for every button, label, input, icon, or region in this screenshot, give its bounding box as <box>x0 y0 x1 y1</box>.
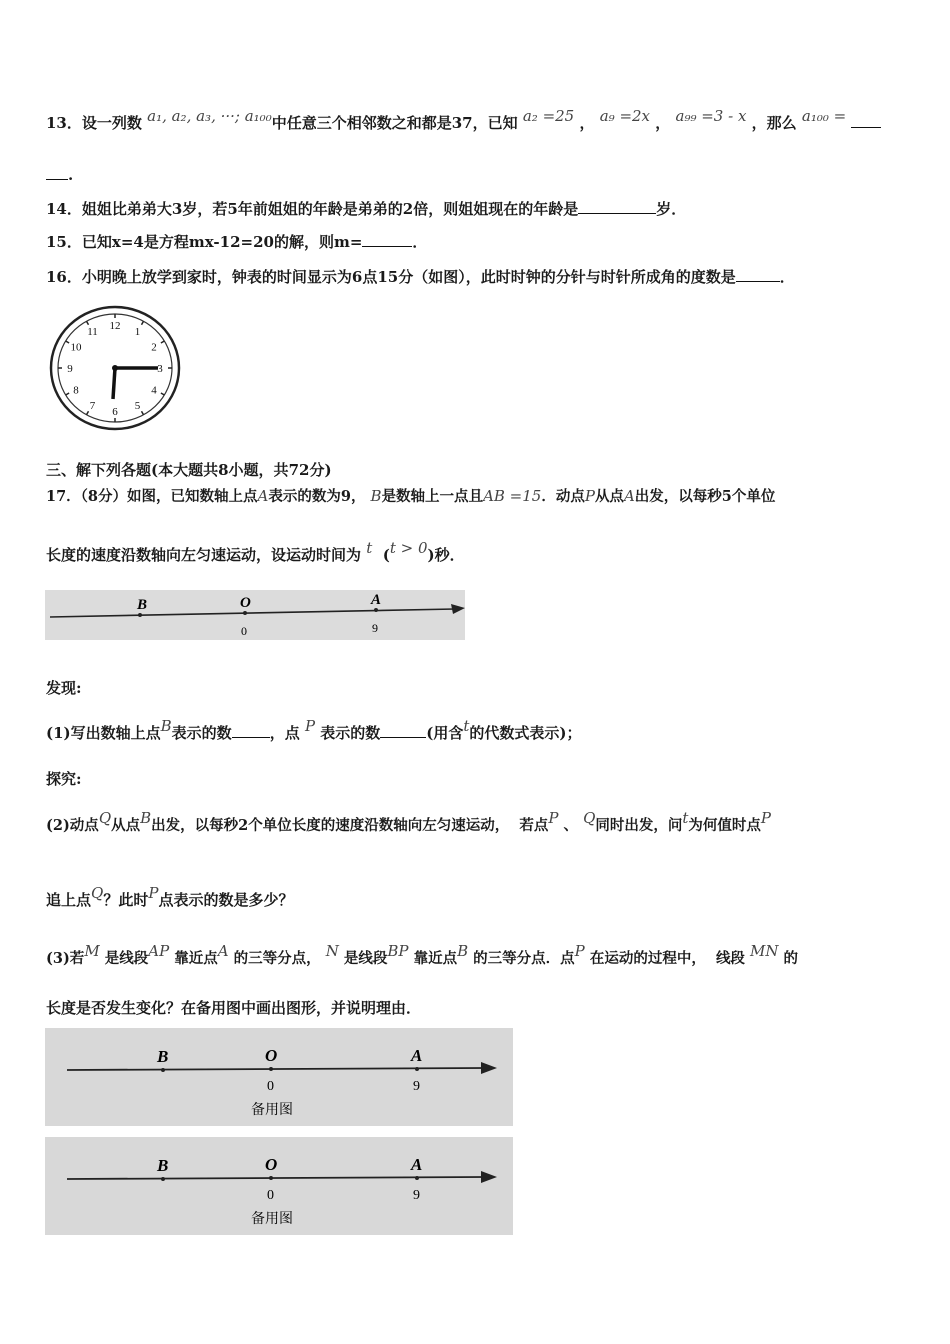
q16-answer-blank <box>736 267 780 282</box>
p3-point-p: P <box>574 942 585 960</box>
clock-number-5: 5 <box>134 400 141 413</box>
p1-text-f: 的代数式表示)； <box>469 724 582 742</box>
q16-text-4: ． <box>779 268 795 286</box>
p2-point-b: B <box>140 809 152 827</box>
q16-num-2: 15 <box>377 268 399 286</box>
spare-line-2-svg <box>45 1137 513 1235</box>
part-2-line-1 <box>46 809 772 836</box>
q13-number: 13． <box>46 114 82 132</box>
q14-text-3: 年前姐姐的年龄是弟弟的 <box>237 200 403 218</box>
p3-text-d: 的三等分点， <box>233 950 321 967</box>
label-spare-figure: 备用图 <box>251 1102 293 1118</box>
q17-ab-eq: AB =15 <box>483 487 542 505</box>
clock-number-10: 10 <box>70 341 82 354</box>
q13-cond-1: a₂ =25 <box>522 107 575 125</box>
section-3-text-3: 分) <box>309 461 332 479</box>
axis-line <box>67 1068 485 1070</box>
spare-line-1-svg <box>45 1028 513 1126</box>
q17-text-l2a: 长度的速度沿数轴向左匀速运动，设运动时间为 <box>46 546 362 564</box>
p3-point-b: B <box>457 942 469 960</box>
p2-text-l2a: 追上点 <box>46 891 92 909</box>
p3-text-g: 的三等分点．点 <box>473 950 575 967</box>
q17-point-a: A <box>257 487 269 505</box>
p2-point-q: Q <box>98 809 112 827</box>
q13-text-2: 中任意三个相邻数之和都是 <box>271 114 452 132</box>
q16-text-1: 小明晚上放学到家时，钟表的时间显示为 <box>81 268 352 286</box>
label-zero: 0 <box>267 1079 274 1094</box>
p2-t: t <box>682 809 689 827</box>
q14-text-1: 姐姐比弟弟大 <box>81 200 172 218</box>
q14-num-1: 3 <box>171 200 183 218</box>
q17-text-a: 17．（8分）如图，已知数轴上点 <box>46 488 258 505</box>
point-a-dot <box>415 1067 419 1071</box>
question-17-line-1 <box>46 486 775 507</box>
q13-sep-1: ， <box>579 114 595 132</box>
label-o: O <box>265 1046 278 1065</box>
p1-text-c: ，点 <box>269 724 300 742</box>
axis-line <box>67 1177 485 1179</box>
question-13 <box>46 107 881 133</box>
p2-text-a: (2)动点 <box>46 817 99 834</box>
p3-text-a: (3)若 <box>46 950 85 967</box>
q13-period: . <box>68 166 74 184</box>
section-3-num-2: 72 <box>288 461 310 479</box>
q17-t-condition: t > 0 <box>389 539 428 557</box>
q17-text-b: 表示的数为 <box>268 488 341 505</box>
q13-answer-blank-cont <box>46 165 68 180</box>
question-15 <box>46 232 427 252</box>
p2-text-e: 若点 <box>519 817 549 834</box>
label-b: B <box>137 597 148 613</box>
p1-point-p: P <box>304 717 316 735</box>
p2-point-q-3: Q <box>91 884 104 902</box>
p2-text-f: 、 <box>563 817 579 834</box>
q14-text-5: 岁． <box>656 200 687 218</box>
q15-number: 15． <box>46 233 82 251</box>
p2-text-d: 个单位长度的速度沿数轴向左匀速运动， <box>248 817 510 834</box>
part-2-line-2 <box>46 884 294 910</box>
p2-text-h: 为何值时点 <box>688 817 761 834</box>
p3-point-m: M <box>84 942 100 960</box>
part-3-line-1 <box>46 942 799 969</box>
p3-segment-bp: BP <box>387 942 409 960</box>
clock-number-9: 9 <box>67 363 73 375</box>
p3-point-n: N <box>325 942 339 960</box>
clock-center <box>112 365 118 371</box>
part-1 <box>46 717 582 743</box>
axis-arrow <box>481 1171 497 1183</box>
label-a: A <box>371 592 382 608</box>
number-line-1-svg <box>45 590 465 640</box>
label-nine: 9 <box>372 621 378 635</box>
q15-text-3: 的解，则 <box>273 233 334 251</box>
p1-text-a: (1)写出数轴上点 <box>46 724 161 742</box>
p1-blank-2 <box>380 723 426 738</box>
p2-point-p-2: P <box>760 809 772 827</box>
label-a: A <box>411 1155 423 1174</box>
q15-answer-blank <box>362 232 412 247</box>
spare-number-line-2 <box>45 1137 513 1235</box>
section-3-title <box>46 460 332 480</box>
label-zero: 0 <box>267 1188 274 1203</box>
clock-number-4: 4 <box>151 384 157 397</box>
question-16 <box>46 267 795 287</box>
question-17-line-2 <box>46 539 465 565</box>
q17-text-g: 个单位 <box>731 488 776 505</box>
p2-text-l2b: ？此时 <box>103 891 149 909</box>
q17-nine: 9， <box>340 488 366 505</box>
clock-number-7: 7 <box>89 400 96 413</box>
number-line-figure-1 <box>45 590 465 640</box>
point-b-dot <box>161 1177 165 1181</box>
p3-point-a: A <box>217 942 229 960</box>
point-b-dot <box>161 1068 165 1072</box>
label-b: B <box>157 1047 169 1066</box>
label-zero: 0 <box>241 624 247 638</box>
hour-hand <box>113 368 115 399</box>
p3-text-b: 是线段 <box>104 950 149 967</box>
p1-text-b: 表示的数 <box>171 724 232 742</box>
p1-blank-1 <box>232 723 270 738</box>
q17-text-e: 从点 <box>594 488 624 505</box>
point-o-dot <box>243 611 247 615</box>
p3-text-e: 是线段 <box>343 950 388 967</box>
explore-title-text: 探究: <box>46 770 82 788</box>
p3-text-c: 靠近点 <box>174 950 218 967</box>
q17-t: t <box>366 539 373 557</box>
p1-text-d: 表示的数 <box>320 724 381 742</box>
q13-cond-3: a₉₉ =3 - x <box>675 107 747 125</box>
q13-answer-blank <box>851 113 881 128</box>
clock-number-11: 11 <box>87 325 98 338</box>
q17-text-l2c: )秒． <box>427 546 465 564</box>
label-nine: 9 <box>413 1079 420 1094</box>
q16-num-1: 6 <box>351 268 363 286</box>
p2-two: 2 <box>238 817 249 834</box>
p3-text-l2: 长度是否发生变化？在备用图中画出图形，并说明理由． <box>46 999 422 1017</box>
label-spare-figure: 备用图 <box>251 1211 293 1227</box>
q14-num-2: 5 <box>227 200 238 218</box>
q14-number: 14． <box>46 200 82 218</box>
label-o: O <box>265 1155 278 1174</box>
q13-cond-4: a₁₀₀ = <box>801 107 847 125</box>
point-a-dot <box>415 1176 419 1180</box>
p1-t: t <box>463 717 470 735</box>
q16-text-3: 分（如图），此时时钟的分针与时针所成角的度数是 <box>398 268 736 286</box>
q17-five: 5 <box>721 488 732 505</box>
q14-text-4: 倍，则姐姐现在的年龄是 <box>413 200 579 218</box>
q14-answer-blank <box>578 199 656 214</box>
q13-continuation <box>46 165 73 185</box>
clock-number-1: 1 <box>134 325 141 338</box>
axis-arrow <box>451 604 465 614</box>
q13-cond-2: a₉ =2x <box>599 107 651 125</box>
q15-eq-3: m= <box>333 233 363 251</box>
clock-number-8: 8 <box>73 384 79 397</box>
q17-point-p: P <box>584 487 595 505</box>
clock-number-3: 3 <box>157 363 163 375</box>
p2-point-p: P <box>548 809 559 827</box>
p3-segment-mn: MN <box>750 942 779 960</box>
q13-text-1: 设一列数 <box>81 114 142 132</box>
point-b-dot <box>138 613 142 617</box>
section-3-text-2: 小题，共 <box>228 461 289 479</box>
p1-point-b: B <box>160 717 172 735</box>
point-o-dot <box>269 1176 273 1180</box>
label-o: O <box>240 595 251 611</box>
p1-text-e: (用含 <box>426 724 464 742</box>
q15-eq-1: x=4 <box>111 233 144 251</box>
q14-num-3: 2 <box>402 200 414 218</box>
q13-sequence: a₁, a₂, a₃, ···; a₁₀₀ <box>147 107 272 125</box>
q17-paren-open: ( <box>382 546 390 564</box>
q17-point-a-2: A <box>623 487 635 505</box>
label-b: B <box>157 1156 169 1175</box>
clock-number-2: 2 <box>151 341 157 354</box>
p2-point-q-2: Q <box>583 809 596 827</box>
p2-text-g: 同时出发，问 <box>595 817 683 834</box>
section-3-num-1: 8 <box>218 461 229 479</box>
q13-text-3: 37，已知 <box>451 114 518 132</box>
q13-sep-2: ， <box>655 114 671 132</box>
point-a-dot <box>374 608 378 612</box>
spare-number-line-1 <box>45 1028 513 1126</box>
p2-text-b: 从点 <box>111 817 141 834</box>
clock-number-6: 6 <box>112 406 118 418</box>
q15-text-1: 已知 <box>81 233 112 251</box>
q15-text-4: ． <box>412 233 428 251</box>
q17-text-f: 出发，以每秒 <box>634 488 722 505</box>
question-14 <box>46 199 686 219</box>
q15-text-2: 是方程 <box>143 233 189 251</box>
find-title-text: 发现: <box>46 679 82 697</box>
q15-eq-2: mx-12=20 <box>188 233 274 251</box>
q17-text-d: ．动点 <box>541 488 585 505</box>
p3-text-i: 线段 <box>715 950 745 967</box>
find-title <box>46 678 82 698</box>
p3-segment-ap: AP <box>148 942 170 960</box>
q17-point-b: B <box>370 487 382 505</box>
axis-arrow <box>481 1062 497 1074</box>
q13-text-4: ，那么 <box>751 114 797 132</box>
label-nine: 9 <box>413 1188 420 1203</box>
clock-number-12: 12 <box>109 320 121 332</box>
p2-point-p-3: P <box>148 884 159 902</box>
q17-text-c: 是数轴上一点且 <box>381 488 484 505</box>
part-3-line-2 <box>46 998 421 1018</box>
q16-text-2: 点 <box>362 268 378 286</box>
q14-text-2: 岁，若 <box>182 200 228 218</box>
section-3-text-1: 三、解下列各题(本大题共 <box>46 461 219 479</box>
axis-line <box>50 609 455 617</box>
label-a: A <box>411 1046 423 1065</box>
q16-number: 16． <box>46 268 82 286</box>
p3-text-j: 的 <box>783 950 799 967</box>
point-o-dot <box>269 1067 273 1071</box>
p2-text-c: 出发，以每秒 <box>151 817 239 834</box>
p3-text-f: 靠近点 <box>413 950 458 967</box>
p2-text-l2c: 点表示的数是多少？ <box>158 891 294 909</box>
p3-text-h: 在运动的过程中， <box>589 950 706 967</box>
clock-figure <box>47 304 183 434</box>
explore-title <box>46 769 82 789</box>
